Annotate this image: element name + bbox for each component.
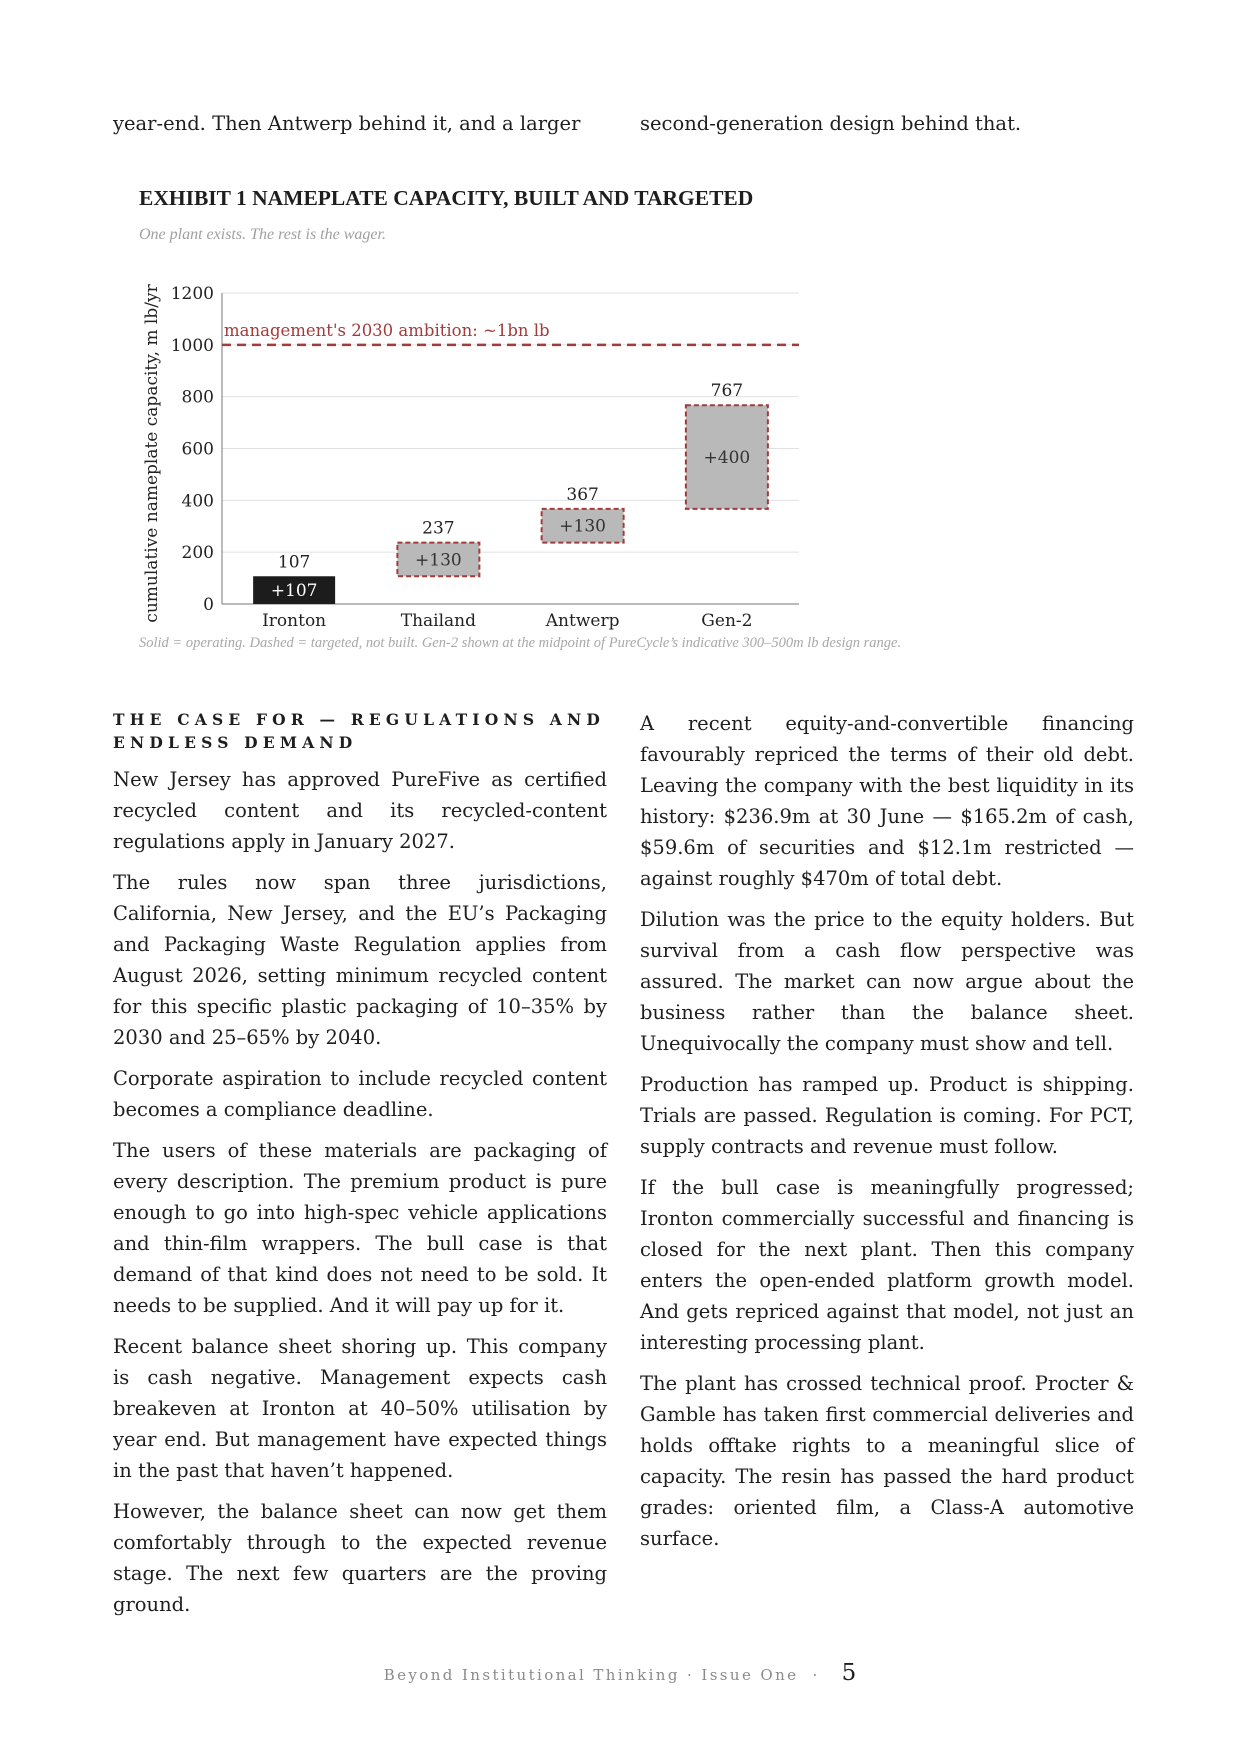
paragraph: Corporate aspiration to include recycled content becomes a compliance deadline. [113, 1067, 607, 1121]
bar-total-label: 767 [710, 381, 744, 402]
capacity-chart [139, 186, 1039, 666]
bar-increment-label: +130 [415, 550, 462, 571]
bar-total-label: 107 [277, 552, 311, 573]
section-heading: THE CASE FOR — REGULATIONS AND ENDLESS DEMAND [113, 710, 606, 752]
paragraph: Recent balance sheet shoring up. This company is cash negative. Management expects cash breakeven at Ironton at 40–50% utilisation by year end. But management have expected things in the past that haven’t happened. [113, 1335, 607, 1482]
bar-total-label: 237 [422, 518, 455, 539]
exhibit-figure [139, 186, 1039, 666]
y-axis-label: cumulative nameplate capacity, m lb/yr [142, 284, 162, 623]
bar-increment-label: +400 [703, 448, 751, 469]
page-footer [0, 1660, 1240, 1686]
paragraph: Dilution was the price to the equity holders. But survival from a cash flow perspective was assured. The market can now argue about the business rather than the balance sheet. Unequivocally the company must show and tell. [640, 908, 1134, 1055]
footer-separator: · [812, 1666, 820, 1684]
y-tick-label: 400 [181, 491, 214, 512]
paragraph: If the bull case is meaningfully progressed; Ironton commercially successful and financing is closed for the next plant. Then this company enters the open-ended platform growth model. And gets repriced against that model, not just an interesting processing plant. [640, 1176, 1134, 1354]
bar-increment-label: +107 [270, 581, 318, 602]
continued-text-left [113, 108, 607, 149]
continued-text-right [640, 108, 1134, 149]
bar-total-label: 367 [566, 484, 599, 505]
y-tick-label: 600 [181, 439, 214, 460]
paragraph: year-end. Then Antwerp behind it, and a larger [113, 112, 581, 135]
paragraph: A recent equity-and-convertible financing favourably repriced the terms of their old debt. Leaving the company with the best liquidity in its history: $236.9m at 30 June — $165.2m of cash, $59.6m of securities and $12.1m restricted — against roughly $470m of total debt. [640, 712, 1134, 890]
exhibit-subtitle: One plant exists. The rest is the wager. [139, 226, 386, 243]
left-column [113, 708, 607, 1630]
paragraph: The users of these materials are packaging of every description. The premium product is pure enough to go into high-spec vehicle applications and thin-film wrappers. The bull case is that demand of that kind does not need to be sold. It needs to be supplied. And it will pay up for it. [113, 1139, 607, 1317]
y-tick-label: 0 [203, 595, 214, 615]
paragraph: However, the balance sheet can now get them comfortably through to the expected revenue stage. The next few quarters are the proving ground. [113, 1500, 607, 1616]
paragraph: The plant has crossed technical proof. Procter & Gamble has taken first commercial deliveries and holds offtake rights to a meaningful slice of capacity. The resin has passed the hard product grades: oriented film, a Class-A automotive surface. [640, 1372, 1134, 1550]
right-column [640, 708, 1134, 1564]
paragraph: New Jersey has approved PureFive as certified recycled content and its recycled-content regulations apply in January 2027. [113, 768, 607, 853]
x-tick-label: Gen-2 [701, 611, 753, 631]
x-tick-label: Antwerp [545, 611, 620, 631]
exhibit-title: EXHIBIT 1 NAMEPLATE CAPACITY, BUILT AND TARGETED [139, 186, 754, 210]
publication-name: Beyond Institutional Thinking · Issue One [383, 1666, 799, 1684]
paragraph: Production has ramped up. Product is shipping. Trials are passed. Regulation is coming. For PCT, supply contracts and revenue must follow. [640, 1073, 1134, 1158]
y-tick-label: 1000 [170, 335, 214, 356]
bar-increment-label: +130 [559, 516, 606, 537]
x-tick-label: Thailand [400, 611, 477, 631]
reference-line-label: management's 2030 ambition: ~1bn lb [224, 320, 550, 340]
y-tick-label: 1200 [170, 284, 214, 304]
page-number: 5 [841, 1660, 857, 1686]
paragraph: The rules now span three jurisdictions, California, New Jersey, and the EU’s Packaging and Packaging Waste Regulation applies from August 2026, setting minimum recycled content for this specific plastic packaging of 10–35% by 2030 and 25–65% by 2040. [113, 871, 607, 1049]
y-tick-label: 800 [181, 387, 214, 408]
x-tick-label: Ironton [262, 611, 327, 631]
chart-note: Solid = operating. Dashed = targeted, not built. Gen-2 shown at the midpoint of PureCycle’s indicative 300–500m lb design range. [139, 635, 902, 651]
paragraph: second-generation design behind that. [640, 112, 1022, 135]
y-tick-label: 200 [181, 543, 214, 564]
